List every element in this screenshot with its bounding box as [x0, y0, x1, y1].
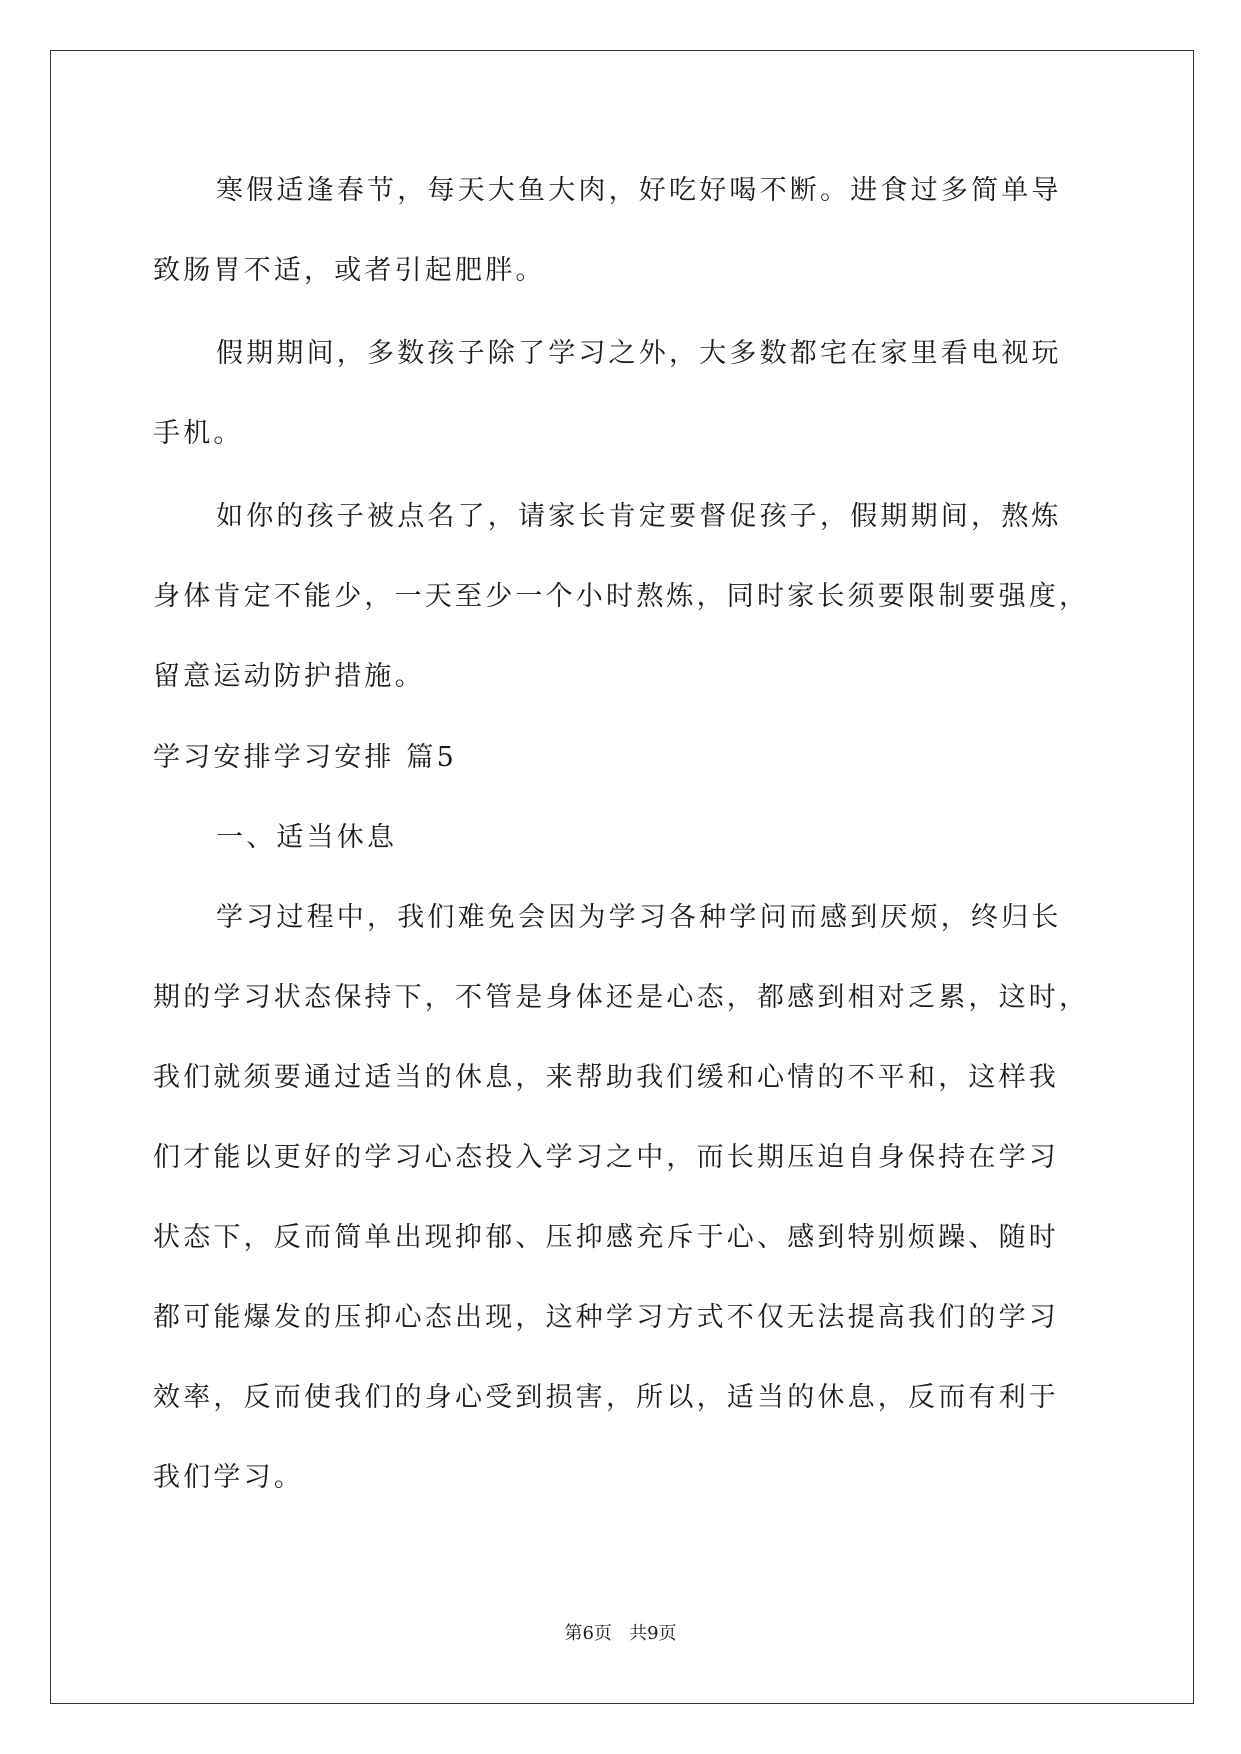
- paragraph-line: 效率，反而使我们的身心受到损害，所以，适当的休息，反而有利于: [153, 1382, 1059, 1413]
- subheading: 一、适当休息: [216, 822, 398, 853]
- paragraph-line: 留意运动防护措施。: [153, 661, 425, 692]
- section-heading: 学习安排学习安排 篇5: [153, 742, 457, 773]
- paragraph-line: 都可能爆发的压抑心态出现，这种学习方式不仅无法提高我们的学习: [153, 1302, 1059, 1333]
- paragraph-line: 我们就须要通过适当的休息，来帮助我们缓和心情的不平和，这样我: [153, 1062, 1059, 1093]
- paragraph-line: 我们学习。: [153, 1462, 304, 1493]
- paragraph-line: 致肠胃不适，或者引起肥胖。: [153, 255, 546, 286]
- paragraph-line: 状态下，反而简单出现抑郁、压抑感充斥于心、感到特别烦躁、随时: [153, 1222, 1059, 1253]
- page-number: 第6页 共9页: [564, 1623, 677, 1644]
- paragraph-line: 假期期间，多数孩子除了学习之外，大多数都宅在家里看电视玩: [216, 338, 1062, 369]
- paragraph-line: 期的学习状态保持下，不管是身体还是心态，都感到相对乏累，这时，: [153, 982, 1090, 1013]
- paragraph-line: 们才能以更好的学习心态投入学习之中，而长期压迫自身保持在学习: [153, 1142, 1059, 1173]
- paragraph-line: 身体肯定不能少，一天至少一个小时熬炼，同时家长须要限制要强度，: [153, 581, 1090, 612]
- paragraph-line: 手机。: [153, 418, 244, 449]
- paragraph-line: 如你的孩子被点名了，请家长肯定要督促孩子，假期期间，熬炼: [216, 501, 1062, 532]
- page-border: [50, 50, 1194, 1704]
- paragraph-line: 学习过程中，我们难免会因为学习各种学问而感到厌烦，终归长: [216, 902, 1062, 933]
- paragraph-line: 寒假适逢春节，每天大鱼大肉，好吃好喝不断。进食过多简单导: [216, 175, 1062, 206]
